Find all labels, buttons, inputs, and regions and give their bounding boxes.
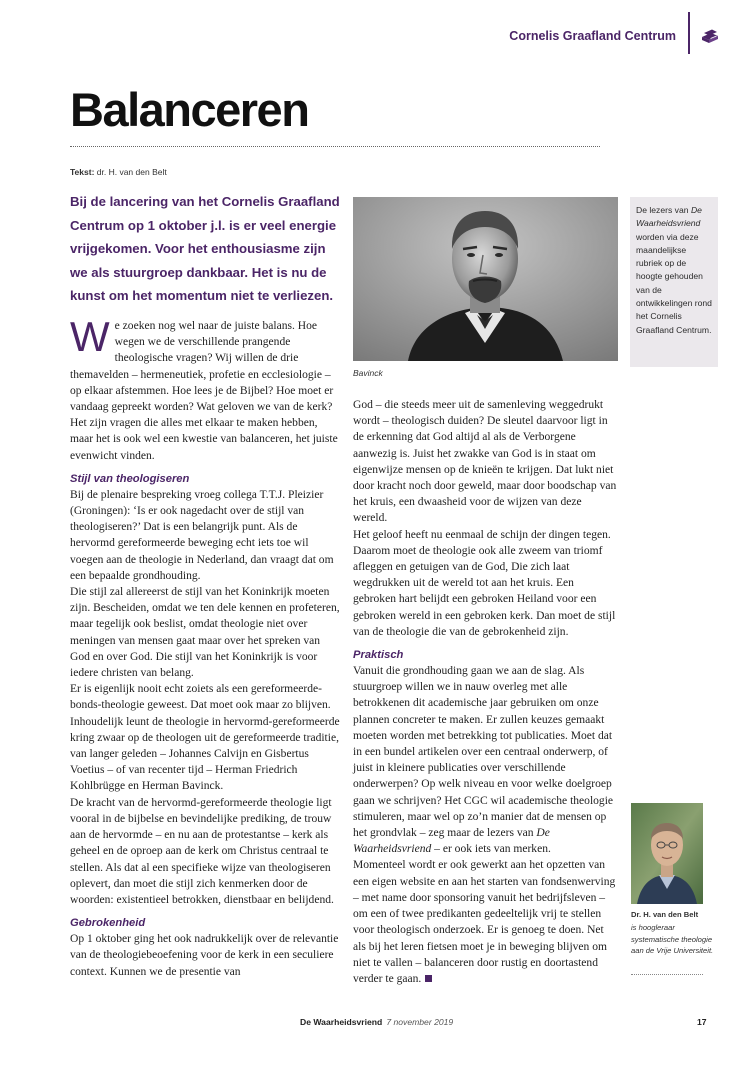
sidebar-magazine-name: De Waarheidsvriend bbox=[636, 205, 702, 229]
paragraph-text: e zoeken nog wel naar de juiste balans. Hoe wegen we de verschillende prangende theologische vragen? Wij willen de drie themavelden – hermeneutiek, profetie en ecclesiologie – op elkaar afstemmen. Hoe lees je de Bijbel? Hoe moet er vandaag gepreekt worden? Wat geloven we van de kerk? Het zijn vragen die alles met elkaar te maken hebben, maar het is ook wel een kwestie van balanceren, het juiste evenwicht vinden. bbox=[70, 320, 338, 462]
byline-author: dr. H. van den Belt bbox=[96, 167, 167, 177]
paragraph: Bij de plenaire bespreking vroeg collega T.T.J. Pleizier (Groningen): ‘Is er ook nagedacht over de stijl van theologiseren?’ Dat is een belangrijk punt. Als de hervormd gereformeerde beweging echt iets toe wil voegen aan de theologie in Nederland, dan vraagt dat om een bepaalde grondhouding. bbox=[70, 488, 334, 582]
books-icon bbox=[700, 28, 720, 44]
subheading: Praktisch bbox=[353, 649, 404, 662]
article-title: Balanceren bbox=[70, 83, 309, 136]
paragraph: Het geloof heeft nu eenmaal de schijn der dingen tegen. Daarom moet de theologie ook alle zweem van triomf afleggen en getuigen van de God, Die zich laat wegdrukken uit de wereld tot aan het kruis. Een gebroken hart belijdt een gebroken Heiland voor een gebroken wereld in een gebroken kerk. Dan moet de stijl van de theologie die van de gebrokenheid zijn. bbox=[353, 528, 616, 638]
title-divider bbox=[70, 146, 600, 147]
body-column-left bbox=[70, 313, 342, 980]
sidebar-note bbox=[630, 197, 718, 367]
footer-magazine: De Waarheidsvriend bbox=[300, 1017, 383, 1027]
paragraph bbox=[353, 663, 618, 857]
subheading: Stijl van theologiseren bbox=[70, 472, 190, 485]
paragraph-text: Vanuit die grondhouding gaan we aan de slag. Als stuurgroep willen we in nauw overleg met alle betrokkenen dit academische jaar gebruiken om onze plannen concreter te maken. Er zullen keuzes gemaakt moeten worden met betrekking tot publicaties. Moet dat in een bundel artikelen over een centraal onderwerp, of juist in kleinere publicaties over verschillende onderwerpen? Op welk niveau en voor welke doelgroep gaan we schrijven? Het CGC wil academische theologie stimuleren, maar wel op zo’n manier dat de mensen op het grondvlak – zeg maar de lezers van bbox=[353, 665, 614, 840]
author-divider bbox=[631, 974, 703, 975]
magazine-name: De Waarheidsvriend bbox=[353, 827, 550, 856]
page-header bbox=[0, 12, 738, 54]
page-footer bbox=[0, 1017, 738, 1031]
header-divider bbox=[688, 12, 690, 54]
paragraph-text: – er ook iets van merken. bbox=[434, 843, 551, 856]
end-mark-icon bbox=[425, 975, 432, 982]
paragraph: De kracht van de hervormd-gereformeerde theologie ligt vooral in de bijbelse en bevindelijke prediking, de trouw aan de hervormde – en nu aan de protestantse – kerk als geheel en de oproep aan de kerk om Christus centraal te stellen. Als dat al een specifieke wijze van theologiseren oplevert, dan moet die stijl zich kenmerken door de woorden: existentieel betrokken, dienstbaar en belijdend. bbox=[70, 796, 334, 906]
section-title: Cornelis Graafland Centrum bbox=[509, 29, 676, 43]
author-description: is hoogleraar systematische theologie aan de Vrije Universiteit. bbox=[631, 923, 714, 956]
footer-date: 7 november 2019 bbox=[386, 1017, 454, 1027]
author-portrait-image bbox=[631, 803, 703, 904]
byline bbox=[70, 167, 167, 177]
paragraph bbox=[70, 313, 342, 464]
sidebar-text: worden via deze maandelijkse rubriek op de hoogte gehouden van de ontwikkelingen rond het Cornelis Graafland Centrum. bbox=[636, 231, 712, 335]
paragraph: God – die steeds meer uit de samenleving weggedrukt wordt – theologisch duiden? De sleutel daarvoor ligt in de erkenning dat God altijd al als de Verborgene aanwezig is. Juist het zwakke van God is in staat om eigenwijze mensen op de knieën te krijgen. Dat lukt niet door kracht noch door geweld, maar door boodschap van het kruis, een dwaasheid voor de wijzen van deze wereld. bbox=[353, 399, 617, 525]
page-number: 17 bbox=[697, 1017, 707, 1027]
paragraph: Er is eigenlijk nooit echt zoiets als een gereformeerde-bonds-theologie geweest. Dat moet ook maar zo blijven. Inhoudelijk leunt de theologie in hervormd-gereformeerde kring zwaar op de theologen uit de gereformeerde traditie, van langer geleden – Johannes Calvijn en Gisbertus Voetius – of van recenter tijd – Herman Friedrich Kohlbrügge en Herman Bavinck. bbox=[70, 683, 340, 793]
drop-cap: W bbox=[70, 313, 110, 360]
byline-label: Tekst: bbox=[70, 167, 95, 177]
paragraph: Op 1 oktober ging het ook nadrukkelijk over de relevantie van de theologiebeoefening voor de kerk in een seculiere context. Kunnen we de presentie van bbox=[70, 933, 339, 978]
body-column-right bbox=[353, 397, 618, 987]
paragraph: Die stijl zal allereerst de stijl van het Koninkrijk moeten zijn. Bescheiden, omdat we ten dele kennen en profeteren, maar tegelijk ook beslist, omdat theologie niet over meningen van mensen gaat maar over het spreken van God en over God. Die stijl van het Koninkrijk is voor iedere christen van belang. bbox=[70, 586, 340, 680]
footer-publication bbox=[300, 1017, 453, 1027]
paragraph-text: Momenteel wordt er ook gewerkt aan het opzetten van een eigen website en aan het starten van fondsenwerving – met name door sponsoring vanuit het bedrijfsleven – om een of twee predikanten gedeeltelijk vrij te stellen voor theologisch onderzoek. Er is genoeg te doen. Net als bij het leren fietsen moet je in beweging blijven om niet te vallen – balanceren door rustig en doortastend verder te gaan. bbox=[353, 859, 616, 985]
portrait-image bbox=[353, 197, 618, 361]
subheading: Gebrokenheid bbox=[70, 917, 146, 930]
sidebar-text: De lezers van bbox=[636, 205, 689, 215]
author-photo bbox=[631, 803, 703, 904]
photo-caption: Bavinck bbox=[353, 368, 383, 378]
author-name: Dr. H. van den Belt bbox=[631, 910, 699, 919]
paragraph bbox=[353, 857, 618, 987]
bavinck-photo bbox=[353, 197, 618, 361]
lead-paragraph: Bij de lancering van het Cornelis Graafland Centrum op 1 oktober j.l. is er veel energie vrijgekomen. Voor het enthousiasme zijn we als stuurgroep dankbaar. Het is nu de kunst om het momentum niet te verliezen. bbox=[70, 194, 340, 304]
